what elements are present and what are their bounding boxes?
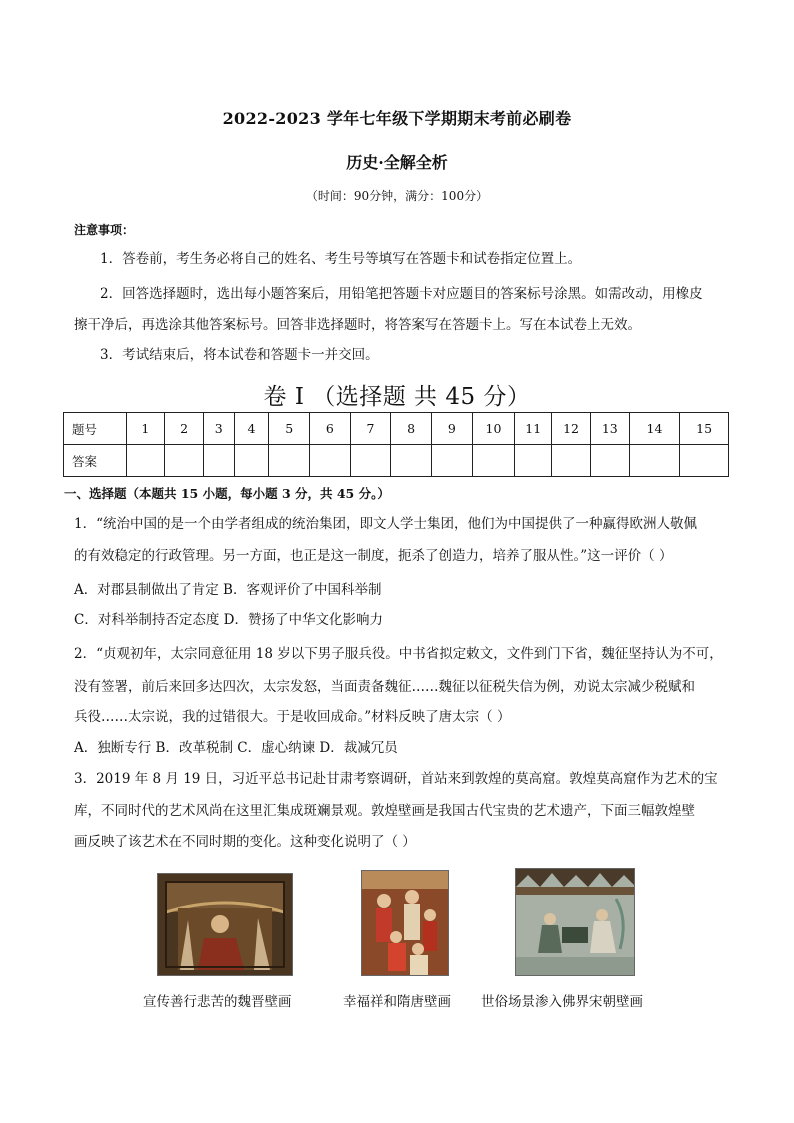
answer-cell[interactable] [126,445,165,477]
table-cell-number: 2 [165,413,204,445]
exam-time-info: （时间：90分钟，满分：100分） [305,189,489,203]
song-mural-image [515,868,635,976]
table-cell-number: 4 [234,413,269,445]
q2-stem-line-2: 没有签署，前后来回多达四次，太宗发怒，当面责备魏征……魏征以征税失信为例，劝说太宗减少税赋和 [74,679,695,695]
q1-stem-line-2: 的有效稳定的行政管理。另一方面，也正是这一制度，扼杀了创造力，培养了服从性。”这一评价（ ） [74,548,673,564]
notice-item-2-cont: 擦干净后，再选涂其他答案标号。回答非选择题时，将答案写在答题卡上。写在本试卷上无效。 [74,317,641,333]
answer-cell[interactable] [680,445,729,477]
answer-cell[interactable] [515,445,552,477]
answer-cell[interactable] [269,445,310,477]
table-cell-number: 14 [629,413,680,445]
answer-cell[interactable] [310,445,351,477]
notice-item-2: 2．回答选择题时，选出每小题答案后，用铅笔把答题卡对应题目的答案标号涂黑。如需改动，用橡皮 [100,286,703,302]
table-cell-number: 10 [472,413,515,445]
answer-cell[interactable] [629,445,680,477]
notice-item-1: 1．答卷前，考生务必将自己的姓名、考生号等填写在答题卡和试卷指定位置上。 [100,251,582,267]
answer-table-answer-row [64,445,729,477]
table-cell-number: 9 [431,413,472,445]
table-cell-number: 11 [515,413,552,445]
answer-cell[interactable] [590,445,629,477]
sui-tang-mural-image [361,870,449,976]
answer-table-number-row [64,413,729,445]
section-heading: 卷 I （选择题 共 45 分） [263,384,531,410]
table-cell-number: 5 [269,413,310,445]
answer-cell[interactable] [165,445,204,477]
q1-options-cd: C．对科举制持否定态度 D．赞扬了中华文化影响力 [74,612,383,628]
notice-item-3: 3．考试结束后，将本试卷和答题卡一并交回。 [100,347,379,363]
table-cell-number: 1 [126,413,165,445]
q3-stem-line-2: 库，不同时代的艺术风尚在这里汇集成斑斓景观。敦煌壁画是我国古代宝贵的艺术遗产，下面三幅敦煌壁 [74,803,695,819]
table-cell-number: 6 [310,413,351,445]
table-cell-number: 8 [391,413,432,445]
exam-title: 2022-2023 学年七年级下学期期末考前必刷卷 [222,109,572,128]
answer-table [63,412,729,477]
table-label-answer: 答案 [64,445,127,477]
q2-stem-line-3: 兵役……太宗说，我的过错很大。于是收回成命。”材料反映了唐太宗（ ） [74,709,511,725]
answer-cell[interactable] [431,445,472,477]
answer-cell[interactable] [350,445,391,477]
q3-stem-line-1: 3．2019 年 8 月 19 日，习近平总书记赴甘肃考察调研，首站来到敦煌的莫高窟。敦煌莫高窟作为艺术的宝 [74,771,718,787]
answer-cell[interactable] [552,445,591,477]
q3-stem-line-3: 画反映了该艺术在不同时期的变化。这种变化说明了（ ） [74,834,416,850]
table-cell-number: 15 [680,413,729,445]
caption-wei-jin: 宣传善行悲苦的魏晋壁画 [143,994,292,1010]
q2-options: A．独断专行 B．改革税制 C．虚心纳谏 D．裁减冗员 [74,740,398,756]
caption-song: 世俗场景渗入佛界宋朝壁画 [481,994,643,1010]
table-label-number: 题号 [64,413,127,445]
table-cell-number: 3 [203,413,234,445]
q2-stem-line-1: 2．“贞观初年，太宗同意征用 18 岁以下男子服兵役。中书省拟定敕文，文件到门下省，魏征坚持认为不可， [74,646,723,662]
caption-sui-tang: 幸福祥和隋唐壁画 [343,994,451,1010]
answer-cell[interactable] [203,445,234,477]
wei-jin-mural-image [157,873,293,976]
table-cell-number: 12 [552,413,591,445]
answer-cell[interactable] [472,445,515,477]
notice-label: 注意事项： [74,223,135,237]
q1-stem-line-1: 1．“统治中国的是一个由学者组成的统治集团，即文人学士集团，他们为中国提供了一种赢得欧洲人敬佩 [74,516,697,532]
answer-cell[interactable] [234,445,269,477]
table-cell-number: 13 [590,413,629,445]
part-one-heading: 一、选择题（本题共 15 小题，每小题 3 分，共 45 分。） [64,486,390,501]
q1-options-ab: A．对郡县制做出了肯定 B．客观评价了中国科举制 [74,582,382,598]
table-cell-number: 7 [350,413,391,445]
exam-subtitle: 历史·全解全析 [346,153,448,172]
answer-cell[interactable] [391,445,432,477]
